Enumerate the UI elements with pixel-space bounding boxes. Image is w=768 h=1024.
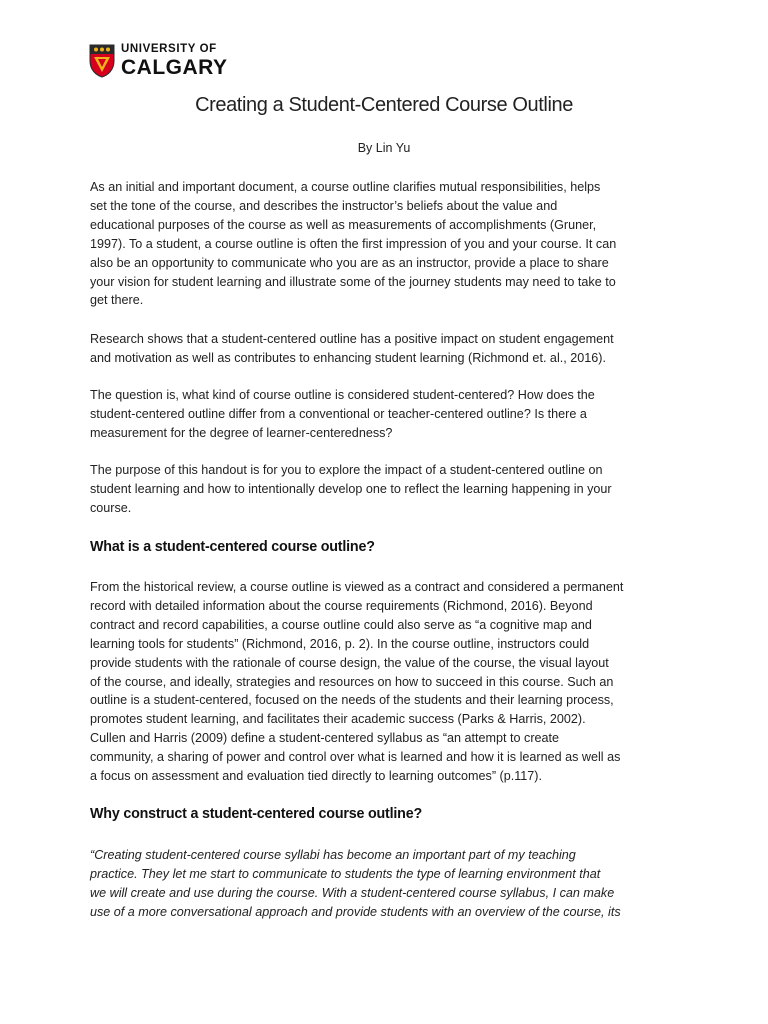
paragraph-line: measurement for the degree of learner-centeredness? (90, 425, 393, 440)
purpose-paragraph (90, 461, 682, 518)
intro-paragraph (90, 178, 682, 310)
paragraph-line: The purpose of this handout is for you to explore the impact of a student-centered outline on (90, 463, 603, 477)
logo-university-of: UNIVERSITY OF (121, 43, 217, 56)
logo-calgary: CALGARY (121, 55, 228, 79)
paragraph-line: As an initial and important document, a course outline clarifies mutual responsibilities, helps (90, 180, 601, 194)
paragraph-line: educational purposes of the course as well as measurements of accomplishments (Gruner, (90, 217, 597, 232)
paragraph-line: promotes student learning, and facilitates their academic success (Parks & Harris, 2002). (90, 712, 586, 727)
paragraph-line: and motivation as well as contributes to enhancing student learning (Richmond et. al., 2016). (90, 350, 606, 365)
paragraph-line: practice. They let me start to communicate to students the type of learning environment that (90, 866, 601, 881)
paragraph-line: student-centered outline differ from a conventional or teacher-centered outline? Is there a (90, 406, 587, 421)
paragraph-line: use of a more conversational approach and provide students with an overview of the course, its (90, 904, 621, 919)
paragraph-line: set the tone of the course, and describes the instructor’s beliefs about the value and (90, 198, 558, 213)
paragraph-line: Research shows that a student-centered outline has a positive impact on student engagement (90, 332, 614, 346)
paragraph-line: “Creating student-centered course syllabi has become an important part of my teaching (90, 848, 576, 862)
paragraph-line: The question is, what kind of course outline is considered student-centered? How does the (90, 388, 595, 402)
paragraph-line: record with detailed information about the course requirements (Richmond, 2016). Beyond (90, 598, 593, 613)
question-paragraph (90, 386, 682, 443)
university-logo (89, 44, 228, 78)
paragraph-line: Cullen and Harris (2009) define a student-centered syllabus as “an attempt to create (90, 731, 560, 746)
paragraph-line: learning tools for students” (Richmond, 2016, p. 2). In the course outline, instructors could (90, 636, 590, 651)
paragraph-line: course. (90, 500, 132, 515)
document-byline: By Lin Yu (357, 141, 411, 155)
paragraph-line: contract and record capabilities, a course outline could also serve as “a cognitive map and (90, 617, 592, 632)
paragraph-line: From the historical review, a course outline is viewed as a contract and considered a permanent (90, 580, 624, 594)
paragraph-line: a focus on assessment and evaluation tied directly to learning outcomes” (p.117). (90, 769, 542, 784)
paragraph-line: community, a sharing of power and control over what is learned and how it is learned as well as (90, 750, 621, 765)
paragraph-line: 1997). To a student, a course outline is often the first impression of you and your course. It can (90, 236, 617, 251)
document-title: Creating a Student-Centered Course Outline (195, 94, 573, 116)
research-paragraph (90, 330, 682, 368)
what-paragraph (90, 578, 682, 786)
paragraph-line: your vision for student learning and illustrate some of the journey students may need to take to (90, 274, 616, 289)
paragraph-line: also be an opportunity to communicate who you are as an instructor, provide a place to share (90, 255, 609, 270)
crest-icon (89, 44, 115, 78)
paragraph-line: get there. (90, 293, 144, 308)
quote-paragraph (90, 846, 682, 922)
paragraph-line: student learning and how to intentionally develop one to reflect the learning happening in your (90, 481, 612, 496)
paragraph-line: outline is a student-centered, focused on the needs of the students and their learning process, (90, 693, 614, 708)
paragraph-line: provide students with the rationale of course design, the value of the course, the visual layout (90, 655, 609, 670)
paragraph-line: we will create and use during the course. With a student-centered course syllabus, I can make (90, 885, 615, 900)
section-heading-what: What is a student-centered course outline? (90, 539, 375, 555)
paragraph-line: of the course, and ideally, strategies and resources on how to succeed in this course. Such an (90, 674, 614, 689)
section-heading-why: Why construct a student-centered course outline? (90, 806, 422, 822)
